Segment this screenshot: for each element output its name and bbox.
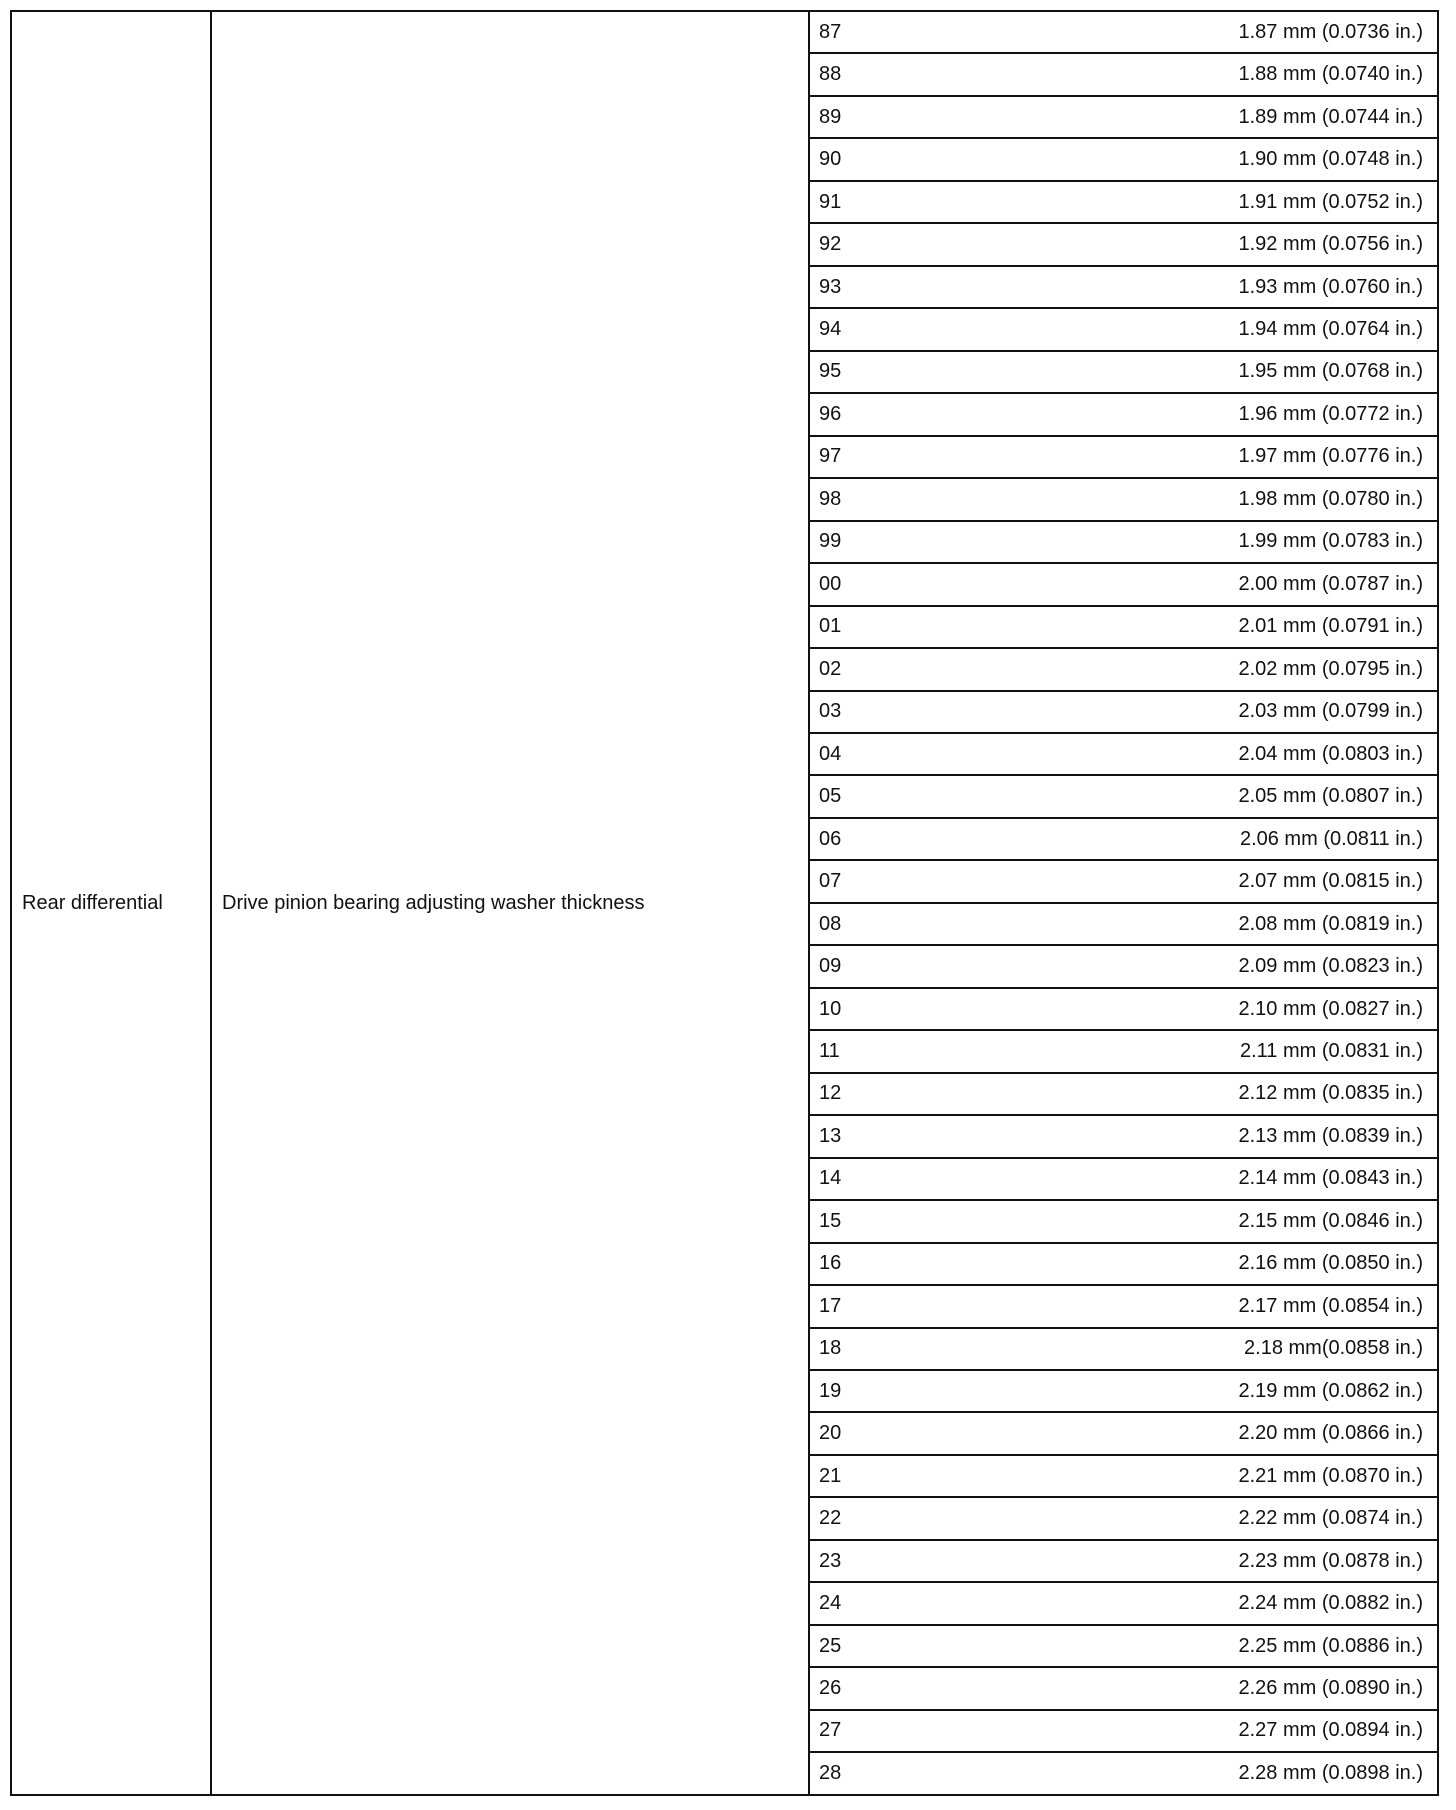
row-thickness: 2.20 mm (0.0866 in.) (1238, 1422, 1423, 1445)
row-mark: 94 (819, 318, 842, 341)
row-thickness: 2.24 mm (0.0882 in.) (1238, 1592, 1423, 1615)
row-mark: 15 (819, 1209, 842, 1232)
table-row (810, 477, 1437, 519)
row-thickness: 1.96 mm (0.0772 in.) (1238, 402, 1423, 425)
row-thickness: 1.90 mm (0.0748 in.) (1238, 148, 1423, 171)
row-mark: 04 (819, 742, 842, 765)
table-row (810, 690, 1437, 732)
row-mark: 11 (819, 1039, 840, 1062)
row-mark: 28 (819, 1761, 842, 1784)
row-mark: 17 (819, 1294, 842, 1317)
table-row (810, 1157, 1437, 1199)
table-row (810, 1539, 1437, 1581)
table-row (810, 1454, 1437, 1496)
row-mark: 05 (819, 785, 842, 808)
row-mark: 99 (819, 530, 842, 553)
row-mark: 25 (819, 1634, 842, 1657)
row-thickness: 2.00 mm (0.0787 in.) (1238, 572, 1423, 595)
table-row (810, 774, 1437, 816)
row-thickness: 2.11 mm (0.0831 in.) (1239, 1039, 1423, 1062)
row-mark: 24 (819, 1592, 842, 1615)
table-row (810, 1369, 1437, 1411)
row-thickness: 1.95 mm (0.0768 in.) (1238, 360, 1423, 383)
row-mark: 23 (819, 1549, 842, 1572)
table-row (810, 1624, 1437, 1666)
table-row (810, 944, 1437, 986)
row-thickness: 2.13 mm (0.0839 in.) (1238, 1124, 1423, 1147)
row-mark: 91 (819, 190, 842, 213)
table-row (810, 222, 1437, 264)
row-mark: 96 (819, 402, 842, 425)
item-label: Drive pinion bearing adjusting washer thickness (222, 891, 645, 914)
row-thickness: 2.19 mm (0.0862 in.) (1238, 1379, 1423, 1402)
row-thickness: 2.16 mm (0.0850 in.) (1238, 1252, 1423, 1275)
table-row (810, 1751, 1437, 1793)
table-row (810, 902, 1437, 944)
table-row (810, 1284, 1437, 1326)
table-row (810, 1709, 1437, 1751)
table-row (810, 1581, 1437, 1623)
table-row (810, 817, 1437, 859)
table-row (810, 350, 1437, 392)
table-row (810, 1327, 1437, 1369)
row-thickness: 1.94 mm (0.0764 in.) (1238, 318, 1423, 341)
row-mark: 26 (819, 1677, 842, 1700)
row-thickness: 2.18 mm(0.0858 in.) (1244, 1337, 1423, 1360)
row-thickness: 1.89 mm (0.0744 in.) (1238, 105, 1423, 128)
row-thickness: 1.87 mm (0.0736 in.) (1238, 20, 1423, 43)
table-row (810, 1242, 1437, 1284)
row-mark: 88 (819, 63, 842, 86)
row-mark: 90 (819, 148, 842, 171)
spec-table (10, 10, 1439, 1796)
row-mark: 92 (819, 233, 842, 256)
row-mark: 20 (819, 1422, 842, 1445)
row-thickness: 2.08 mm (0.0819 in.) (1238, 912, 1423, 935)
table-row (810, 435, 1437, 477)
row-thickness: 2.12 mm (0.0835 in.) (1238, 1082, 1423, 1105)
table-row (810, 520, 1437, 562)
row-thickness: 2.10 mm (0.0827 in.) (1238, 997, 1423, 1020)
row-thickness: 2.21 mm (0.0870 in.) (1238, 1464, 1423, 1487)
table-row (810, 987, 1437, 1029)
table-row (810, 1199, 1437, 1241)
row-mark: 13 (819, 1124, 842, 1147)
row-thickness: 2.07 mm (0.0815 in.) (1238, 870, 1423, 893)
row-mark: 07 (819, 870, 842, 893)
table-row (810, 1072, 1437, 1114)
row-thickness: 2.15 mm (0.0846 in.) (1238, 1209, 1423, 1232)
row-thickness: 1.91 mm (0.0752 in.) (1238, 190, 1423, 213)
row-thickness: 2.09 mm (0.0823 in.) (1238, 955, 1423, 978)
value-column (810, 12, 1437, 1794)
row-mark: 93 (819, 275, 842, 298)
table-row (810, 1496, 1437, 1538)
row-mark: 06 (819, 827, 842, 850)
row-mark: 16 (819, 1252, 842, 1275)
row-thickness: 1.93 mm (0.0760 in.) (1238, 275, 1423, 298)
table-row (810, 12, 1437, 52)
table-row (810, 732, 1437, 774)
row-thickness: 2.06 mm (0.0811 in.) (1239, 827, 1423, 850)
row-mark: 89 (819, 105, 842, 128)
row-mark: 03 (819, 700, 842, 723)
row-thickness: 2.25 mm (0.0886 in.) (1238, 1634, 1423, 1657)
row-thickness: 1.99 mm (0.0783 in.) (1238, 530, 1423, 553)
row-thickness: 2.27 mm (0.0894 in.) (1238, 1719, 1423, 1742)
table-row (810, 1114, 1437, 1156)
table-row (810, 859, 1437, 901)
table-row (810, 1411, 1437, 1453)
item-cell (212, 12, 810, 1794)
table-row (810, 307, 1437, 349)
row-thickness: 2.26 mm (0.0890 in.) (1238, 1677, 1423, 1700)
row-thickness: 2.14 mm (0.0843 in.) (1238, 1167, 1423, 1190)
row-mark: 10 (819, 997, 842, 1020)
row-mark: 12 (819, 1082, 842, 1105)
row-mark: 00 (819, 572, 842, 595)
row-mark: 01 (819, 615, 842, 638)
row-mark: 95 (819, 360, 842, 383)
table-row (810, 562, 1437, 604)
row-thickness: 1.92 mm (0.0756 in.) (1238, 233, 1423, 256)
table-row (810, 1029, 1437, 1071)
row-mark: 98 (819, 487, 842, 510)
table-row (810, 605, 1437, 647)
row-mark: 87 (819, 20, 842, 43)
table-row (810, 392, 1437, 434)
row-mark: 27 (819, 1719, 842, 1742)
row-thickness: 1.97 mm (0.0776 in.) (1238, 445, 1423, 468)
row-mark: 02 (819, 657, 842, 680)
table-row (810, 265, 1437, 307)
row-thickness: 2.23 mm (0.0878 in.) (1238, 1549, 1423, 1572)
row-thickness: 2.05 mm (0.0807 in.) (1238, 785, 1423, 808)
row-thickness: 1.98 mm (0.0780 in.) (1238, 487, 1423, 510)
row-thickness: 2.22 mm (0.0874 in.) (1238, 1507, 1423, 1530)
row-mark: 97 (819, 445, 842, 468)
row-thickness: 2.17 mm (0.0854 in.) (1238, 1294, 1423, 1317)
table-row (810, 52, 1437, 94)
row-thickness: 2.04 mm (0.0803 in.) (1238, 742, 1423, 765)
row-thickness: 2.28 mm (0.0898 in.) (1238, 1761, 1423, 1784)
row-mark: 18 (819, 1337, 842, 1360)
row-mark: 08 (819, 912, 842, 935)
table-row (810, 137, 1437, 179)
table-row (810, 95, 1437, 137)
row-thickness: 2.02 mm (0.0795 in.) (1238, 657, 1423, 680)
table-row (810, 647, 1437, 689)
row-mark: 14 (819, 1167, 842, 1190)
row-thickness: 2.03 mm (0.0799 in.) (1238, 700, 1423, 723)
row-thickness: 2.01 mm (0.0791 in.) (1238, 615, 1423, 638)
row-mark: 19 (819, 1379, 842, 1402)
row-thickness: 1.88 mm (0.0740 in.) (1238, 63, 1423, 86)
row-mark: 22 (819, 1507, 842, 1530)
table-row (810, 1666, 1437, 1708)
system-label: Rear differential (22, 891, 163, 914)
row-mark: 21 (819, 1464, 842, 1487)
system-cell (12, 12, 212, 1794)
table-row (810, 180, 1437, 222)
row-mark: 09 (819, 955, 842, 978)
